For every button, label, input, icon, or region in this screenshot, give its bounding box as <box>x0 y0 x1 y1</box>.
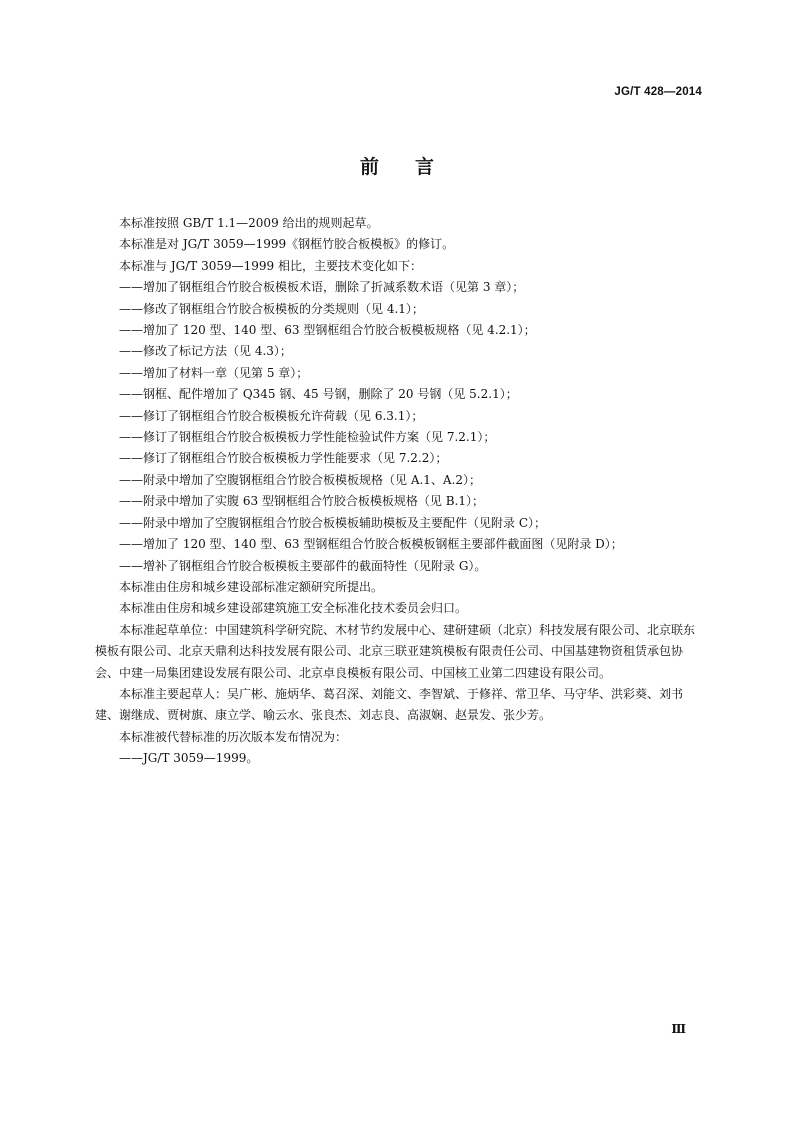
standard-code: JG/T 428—2014 <box>614 86 702 98</box>
history-intro-paragraph: 本标准被代替标准的历次版本发布情况为： <box>119 729 348 744</box>
history-item: ——JG/T 3059—1999。 <box>119 751 259 766</box>
change-item: ——修订了钢框组合竹胶合板模板力学性能要求（见 7.2.2）； <box>119 451 448 466</box>
change-item: ——修改了标记方法（见 4.3）； <box>119 344 292 359</box>
drafting-rule-paragraph: 本标准按照 GB/T 1.1—2009 给出的规则起草。 <box>119 216 379 230</box>
page-title: 前言 <box>359 156 470 178</box>
change-item: ——增加了 120 型、140 型、63 型钢框组合竹胶合板模板钢框主要部件截面图（见附录 D）； <box>119 537 623 552</box>
change-item: ——增加了 120 型、140 型、63 型钢框组合竹胶合板模板规格（见 4.2.1）； <box>119 323 536 338</box>
change-item: ——修订了钢框组合竹胶合板模板力学性能检验试件方案（见 7.2.1）； <box>119 430 496 445</box>
change-item: ——附录中增加了空腹钢框组合竹胶合板模板辅助模板及主要配件（见附录 C）； <box>119 515 546 530</box>
change-item: ——增补了钢框组合竹胶合板模板主要部件的截面特性（见附录 G）。 <box>119 558 487 573</box>
proposer-paragraph: 本标准由住房和城乡建设部标准定额研究所提出。 <box>119 579 384 594</box>
page-number: Ⅲ <box>671 1022 686 1036</box>
revision-paragraph: 本标准是对 JG/T 3059—1999《钢框竹胶合板模板》的修订。 <box>119 237 455 252</box>
administrator-paragraph: 本标准由住房和城乡建设部建筑施工安全标准化技术委员会归口。 <box>119 601 468 616</box>
change-item: ——增加了钢框组合竹胶合板模板术语，删除了折减系数术语（见第 3 章）； <box>119 280 525 295</box>
drafters-paragraph: 本标准主要起草人：吴广彬、施炳华、葛召深、刘能文、李智斌、于修祥、常卫华、马守华、洪彩葵、刘书建、谢继成、贾树旗、康立学、喻云水、张良杰、刘志良、高淑娴、赵景发、张少芳。 <box>95 686 684 723</box>
change-item: ——修订了钢框组合竹胶合板模板允许荷载（见 6.3.1）； <box>119 408 424 423</box>
change-item: ——增加了材料一章（见第 5 章）； <box>119 365 309 380</box>
change-item: ——附录中增加了空腹钢框组合竹胶合板模板规格（见 A.1、A.2）； <box>119 472 482 487</box>
change-item: ——修改了钢框组合竹胶合板模板的分类规则（见 4.1）； <box>119 301 424 316</box>
change-item: ——附录中增加了实腹 63 型钢框组合竹胶合板模板规格（见 B.1）； <box>119 494 484 509</box>
foreword-body <box>95 213 705 770</box>
drafting-units-paragraph: 本标准起草单位：中国建筑科学研究院、木材节约发展中心、建研建硕（北京）科技发展有限公司、北京联东模板有限公司、北京天鼎利达科技发展有限公司、北京三联亚建筑模板有限责任公司、中国基建物资租赁承包协会、中建一局集团建设发展有限公司、北京卓良模板有限公司、中国核工业第二四建设有限公司。 <box>95 622 696 680</box>
change-item: ——钢框、配件增加了 Q345 钢、45 号钢，删除了 20 号钢（见 5.2.1）； <box>119 387 518 402</box>
changes-intro-paragraph: 本标准与 JG/T 3059—1999 相比，主要技术变化如下： <box>119 258 422 273</box>
